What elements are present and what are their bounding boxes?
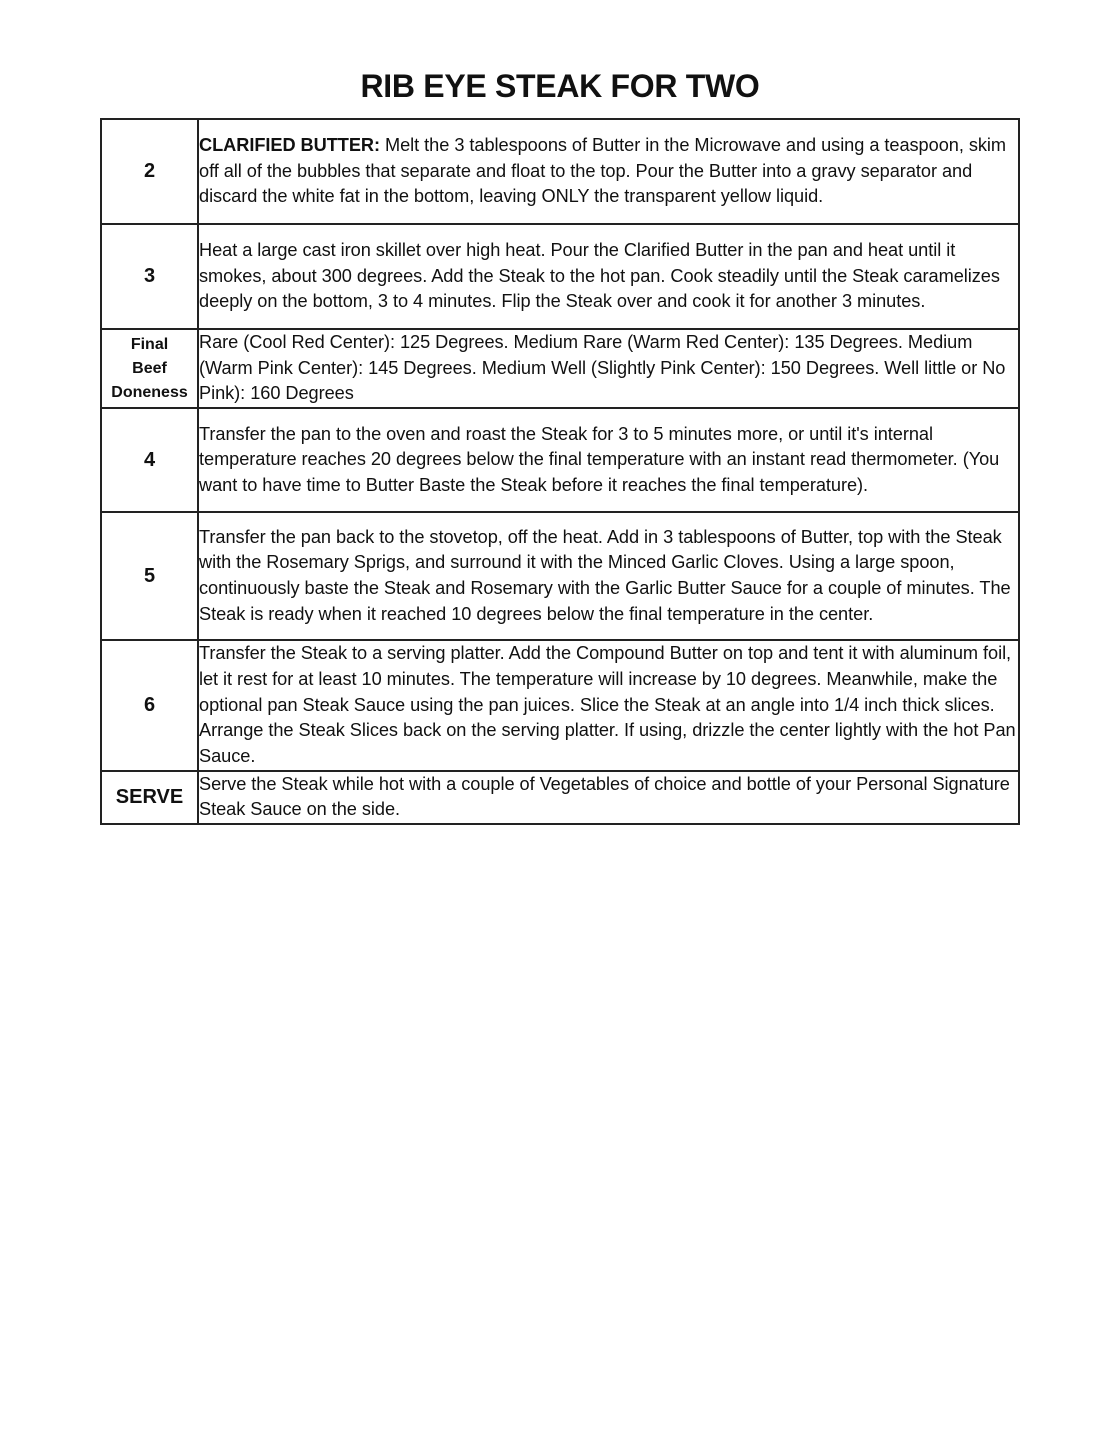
step-instructions: Transfer the Steak to a serving platter. Add the Compound Butter on top and tent it with aluminum foil, let it rest for at least 10 minutes. The temperature will increase by 10 degrees. Meanwhile, make the optional pan Steak Sauce using the pan juices. Slice the Steak at an angle into 1/4 inch thick slices. Arrange the Steak Slices back on the serving platter. If using, drizzle the center lightly with the hot Pan Sauce.: [198, 640, 1019, 771]
step-instructions: [198, 119, 1019, 224]
doneness-label: [101, 329, 198, 408]
doneness-label-line: Doneness: [111, 383, 188, 401]
table-row: [101, 640, 1019, 771]
table-row: [101, 771, 1019, 824]
serve-instructions: Serve the Steak while hot with a couple of Vegetables of choice and bottle of your Personal Signature Steak Sauce on the side.: [198, 771, 1019, 824]
doneness-label-line: Final: [130, 335, 169, 353]
table-row: [101, 512, 1019, 640]
table-row: [101, 329, 1019, 408]
serve-label: SERVE: [101, 771, 198, 824]
step-instructions: Transfer the pan to the oven and roast the Steak for 3 to 5 minutes more, or until it's internal temperature reaches 20 degrees below the final temperature with an instant read thermometer. (You want to have time to Butter Baste the Steak before it reaches the final temperature).: [198, 408, 1019, 512]
step-text: Melt the 3 tablespoons of Butter in the Microwave and using a teaspoon, skim off all of the bubbles that separate and float to the top. Pour the Butter into a gravy separator and discard the white fat in the bottom, leaving ONLY the transparent yellow liquid.: [199, 134, 1007, 207]
table-row: [101, 119, 1019, 224]
step-number: 6: [101, 640, 198, 771]
table-row: [101, 224, 1019, 329]
step-number: 3: [101, 224, 198, 329]
step-number: 5: [101, 512, 198, 640]
step-instructions: Transfer the pan back to the stovetop, off the heat. Add in 3 tablespoons of Butter, top with the Steak with the Rosemary Sprigs, and surround it with the Minced Garlic Cloves. Using a large spoon, continuously baste the Steak and Rosemary with the Garlic Butter Sauce for a couple of minutes. The Steak is ready when it reached 10 degrees below the final temperature in the center.: [198, 512, 1019, 640]
table-row: [101, 408, 1019, 512]
recipe-steps-table: [100, 118, 1020, 825]
step-number: 4: [101, 408, 198, 512]
doneness-label-line: Beef: [132, 359, 167, 377]
doneness-temperatures: Rare (Cool Red Center): 125 Degrees. Medium Rare (Warm Red Center): 135 Degrees. Medium (Warm Pink Center): 145 Degrees. Medium Well (Slightly Pink Center): 150 Degrees. Well little or No Pink): 160 Degrees: [198, 329, 1019, 408]
page-title: RIB EYE STEAK FOR TWO: [360, 68, 760, 104]
step-number: 2: [101, 119, 198, 224]
step-instructions: Heat a large cast iron skillet over high heat. Pour the Clarified Butter in the pan and heat until it smokes, about 300 degrees. Add the Steak to the hot pan. Cook steadily until the Steak caramelizes deeply on the bottom, 3 to 4 minutes. Flip the Steak over and cook it for another 3 minutes.: [198, 224, 1019, 329]
step-lead-heading: CLARIFIED BUTTER:: [199, 134, 381, 155]
